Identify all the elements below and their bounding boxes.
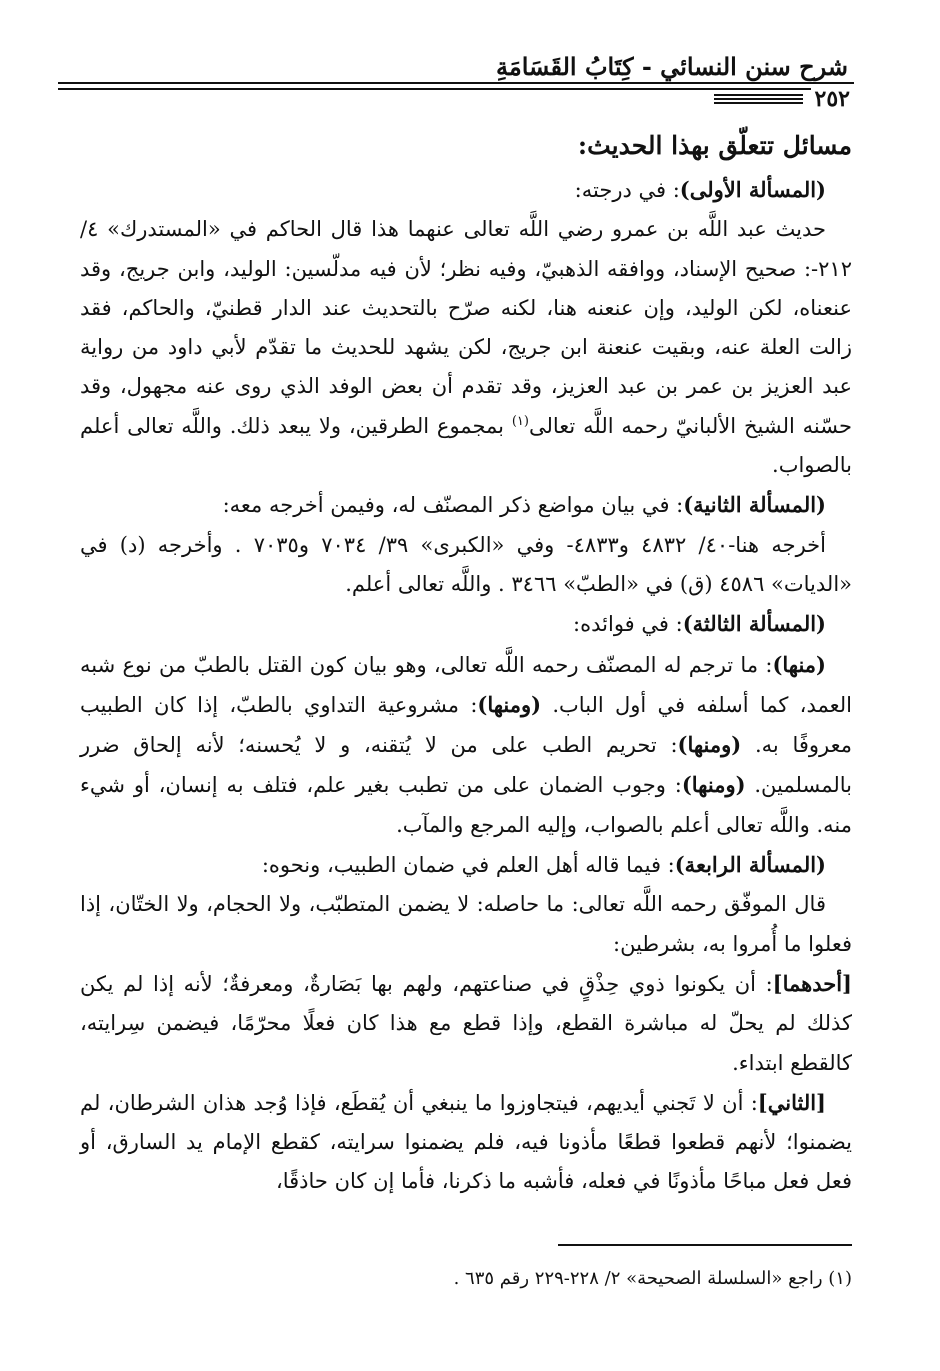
issue-3-label: (المسألة الثالثة) — [682, 611, 826, 637]
page-number-rule — [714, 94, 803, 104]
benefits-paragraph — [80, 645, 852, 845]
issue-2-text: : في بيان مواضع ذكر المصنّف له، وفيمن أخرجه معه: — [222, 493, 684, 518]
benefit-3-label: (ومنها) — [677, 732, 742, 758]
benefit-1-label: (منها) — [772, 651, 826, 677]
benefit-1-text: : ما ترجم له المصنّف رحمه اللَّه تعالى، وهو بيان كون القتل بالطبّ من نوع شبه العمد، كما أسلفه في أول الباب. — [80, 652, 852, 717]
issue-1-paragraph — [80, 170, 852, 210]
condition-1-paragraph — [80, 964, 852, 1083]
takhrij-paragraph — [80, 526, 852, 605]
muwaffaq-quote-text: قال الموفّق رحمه اللَّه تعالى: ما حاصله: لا يضمن المتطبّب، ولا الحجام، ولا الختّان، إذا فعلوا ما أُمروا به، بشرطين: — [80, 892, 852, 956]
issue-4-text: : فيما قاله أهل العلم في ضمان الطبيب، ونحوه: — [261, 853, 675, 878]
issue-4-paragraph — [80, 845, 852, 885]
condition-1-text: : أن يكونوا ذوي حِذْقٍ في صناعتهم، ولهم بها بَصَارةٌ، ومعرفةٌ؛ لأنه إذا لم يكن كذلك لم يحلّ له مباشرة القطع، وإذا قطع مع هذا كان فعلًا محرّمًا، فيضمن سِرايته، كالقطع ابتداء. — [80, 971, 852, 1075]
main-text — [80, 124, 852, 1202]
section-heading: مسائل تتعلّق بهذا الحديث: — [577, 131, 852, 160]
benefit-4-text: : وجوب الضمان على من تطبب بغير علم، فتلف به إنسان، أو شيء منه. واللَّه تعالى أعلم بالصواب، وإليه المرجع والمآب. — [80, 773, 852, 837]
issue-2-label: (المسألة الثانية) — [683, 492, 826, 518]
hadith-grading-text-b: بمجموع الطرقين، ولا يبعد ذلك. واللَّه تعالى أعلم بالصواب. — [80, 413, 852, 478]
footnote-separator — [558, 1244, 852, 1246]
footnote: (١) راجع «السلسلة الصحيحة» ٢/ ٢٢٨-٢٢٩ رقم ٦٣٥ . — [453, 1268, 852, 1289]
issue-2-paragraph — [80, 485, 852, 525]
hadith-grading-paragraph — [80, 210, 852, 485]
issue-1-label: (المسألة الأولى) — [679, 177, 826, 202]
benefit-2-text: : مشروعية التداوي بالطبّ، إذا كان الطبيب معروفًا به. — [80, 692, 852, 758]
takhrij-text: أخرجه هنا-٤٠/ ٤٨٣٢ و٤٨٣٣- وفي «الكبرى» ٣٩/ ٧٠٣٤ و٧٠٣٥ . وأخرجه (د) في «الديات» ٤٥٨٦ (ق) في «الطبّ» ٣٤٦٦ . واللَّه تعالى أعلم. — [80, 532, 852, 596]
page-number: ٢٥٢ — [811, 86, 854, 112]
benefit-3-text: : تحريم الطب على من لا يُتقنه، و لا يُحسنه؛ لأنه إلحاق ضرر بالمسلمين. — [80, 733, 852, 798]
hadith-grading-text-a: حديث عبد اللَّه بن عمرو رضي اللَّه تعالى عنهما هذا قال الحاكم في «المستدرك» ٤/ ٢١٢-: صحيح الإسناد، ووافقه الذهبيّ، وفيه نظر؛ لأن فيه مدلّسين: الوليد، وابن جريج، وقد عنعناه، لكن الوليد، وإن عنعنه هنا، لكنه صرّح بالتحديث عند الدار قطنيّ، والحاكم، فقد زالت العلة عنه، وبقيت عنعنة ابن جريج، لكن يشهد للحديث ما تقدّم لأبي داود من رواية عبد العزيز بن عمر بن عبد العزيز، وقد تقدم أن بعض الوفد الذي روى عنه مجهول، وقد حسّنه الشيخ الألبانيّ رحمه اللَّه تعالى — [80, 217, 852, 438]
condition-2-text: : أن لا تَجني أيديهم، فيتجاوزوا ما ينبغي أن يُقطَع، فإذا وُجد هذان الشرطان، لم يضمنوا؛ لأنهم قطعوا قطعًا مأذونا فيه، فلم يضمنوا سرايته، كقطع الإمام يد السارق، أو فعل فعل مباحًا مأذونًا في فعله، فأشبه ما ذكرنا، فأما إن كان حاذقًا، — [80, 1090, 852, 1194]
footnote-reference[interactable]: (١) — [511, 413, 529, 429]
benefit-2-label: (ومنها) — [477, 691, 542, 717]
condition-2-paragraph — [80, 1083, 852, 1202]
issue-3-paragraph — [80, 604, 852, 644]
issue-1-text: : في درجته: — [574, 178, 680, 202]
muwaffaq-quote-paragraph — [80, 885, 852, 964]
issue-3-text: : في فوائده: — [573, 612, 683, 637]
running-title: شرح سنن النسائي - كِتَابُ القَسَامَةِ — [496, 52, 848, 81]
condition-2-label: [الثاني] — [757, 1089, 826, 1115]
issue-4-label: (المسألة الرابعة) — [674, 852, 826, 878]
benefit-4-label: (ومنها) — [681, 772, 746, 798]
page-number-row — [714, 84, 854, 114]
condition-1-label: [أحدهما] — [772, 970, 852, 996]
